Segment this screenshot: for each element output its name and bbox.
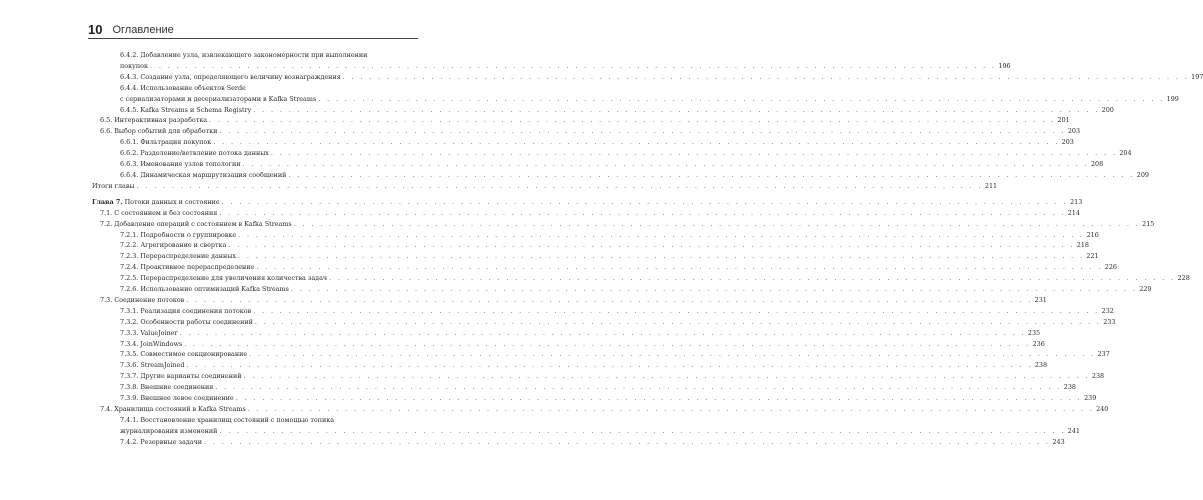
toc-page-number: 203 xyxy=(1061,138,1074,147)
dot-leader: . . . . . . . . . . . . . . . . . . . . . . . . . . . . . . . . . . . . . . . . . . . . . . . . . . . . . . . . . . . . . . . . . . . . . . . . . . . . . . . . . . . . . . . . . . . . . . . . xyxy=(186,361,1033,370)
toc-entry-title: 6.4.3. Создание узла, определяющего величину вознаграждения xyxy=(120,72,341,81)
running-header xyxy=(88,22,418,37)
toc-page-number: 199 xyxy=(1166,94,1179,103)
toc-page-number: 239 xyxy=(1084,394,1097,403)
toc-page-number: 240 xyxy=(1096,405,1109,413)
dot-leader: . . . . . . . . . . . . . . . . . . . . . . . . . . . . . . . . . . . . . . . . . . . . . . . . . . . . . . . . . . . . . . . . . . . . . . . . . . . . . . . . . . . . . . . . . . . . . . . . xyxy=(253,306,1100,315)
dot-leader: . . . . . . . . . . . . . . . . . . . . . . . . . . . . . . . . . . . . . . . . . . . . . . . . . . . . . . . . . . . . . . . . . . . . . . . . . . . . . . . . . . . . . . . . . . . . . . . . xyxy=(215,383,1062,392)
toc-entry-title: 7.2.4. Проактивное перераспределение xyxy=(120,263,255,272)
toc-entry-title: 6.6.4. Динамическая маршрутизация сообщений xyxy=(120,170,287,179)
dot-leader: . . . . . . . . . . . . . . . . . . . . . . . . . . . . . . . . . . . . . . . . . . . . . . . . . . . . . . . . . . . . . . . . . . . . . . . . . . . . . . . . . . . . . . . . . . . . . . . . xyxy=(238,252,1085,261)
toc-entry-title: 6.6. Выбор событий для обработки xyxy=(100,127,218,136)
dot-leader: . . . . . . . . . . . . . . . . . . . . . . . . . . . . . . . . . . . . . . . . . . . . . . . . . . . . . . . . . . . . . . . . . . . . . . . . . . . . . . . . . . . . . . . . . . . . . . . . xyxy=(186,295,1033,304)
dot-leader: . . . . . . . . . . . . . . . . . . . . . . . . . . . . . . . . . . . . . . . . . . . . . . . . . . . . . . . . . . . . . . . . . . . . . . . . . . . . . . . . . . . . . . . . . . . . . . . . xyxy=(149,61,997,70)
toc-entry[interactable] xyxy=(92,126,1081,137)
toc-entry[interactable] xyxy=(92,404,1109,415)
toc-entry[interactable] xyxy=(92,328,1041,339)
toc-entry-title: 6.5. Интерактивная разработка xyxy=(100,116,208,125)
dot-leader: . . . . . . . . . . . . . . . . . . . . . . . . . . . . . . . . . . . . . . . . . . . . . . . . . . . . . . . . . . . . . . . . . . . . . . . . . . . . . . . . . . . . . . . . . . . . . . . . xyxy=(221,197,1069,206)
toc-page-number: 233 xyxy=(1103,317,1116,326)
toc-entry-title: 6.6.3. Именование узлов топологии xyxy=(120,160,241,169)
toc-entry[interactable] xyxy=(92,317,1116,328)
toc-entry[interactable] xyxy=(92,137,1074,148)
toc-entry[interactable] xyxy=(92,306,1114,317)
toc-page-number: 238 xyxy=(1034,361,1048,370)
toc-entry[interactable] xyxy=(92,181,998,192)
toc-page-number: 237 xyxy=(1097,350,1110,359)
toc-page-number: 232 xyxy=(1101,306,1114,315)
toc-page-number: 226 xyxy=(1104,263,1117,272)
toc-page-number: 216 xyxy=(1086,230,1099,239)
toc-page-number: 221 xyxy=(1086,252,1099,261)
toc-page-number: 229 xyxy=(1139,285,1152,294)
toc-entry-title: 7.3. Соединение потоков xyxy=(100,295,185,304)
toc-entry[interactable] xyxy=(92,437,1065,448)
toc-entry-title: 7.1. С состоянием и без состояния xyxy=(100,208,218,217)
dot-leader: . . . . . . . . . . . . . . . . . . . . . . . . . . . . . . . . . . . . . . . . . . . . . . . . . . . . . . . . . . . . . . . . . . . . . . . . . . . . . . . . . . . . . . . . . . . . . . . . xyxy=(318,94,1165,103)
toc-entry-title-line1: 6.4.2. Добавление узла, извлекающего закономерности при выполнении xyxy=(120,51,368,59)
toc-entry-title: 7.3.6. StreamJoined xyxy=(120,361,185,370)
toc-entry-title-line1: 6.4.4. Использование объектов Serde xyxy=(120,83,246,92)
toc-entry[interactable] xyxy=(92,273,1190,284)
toc-entry-title: 7.3.5. Совместимое секционирование xyxy=(120,350,248,359)
toc-entry-title: 7.2.5. Перераспределение для увеличения количества задач xyxy=(120,274,328,283)
toc-entry[interactable] xyxy=(92,219,1155,230)
section-title: Оглавление xyxy=(112,23,174,36)
dot-leader: . . . . . . . . . . . . . . . . . . . . . . . . . . . . . . . . . . . . . . . . . . . . . . . . . . . . . . . . . . . . . . . . . . . . . . . . . . . . . . . . . . . . . . . . . . . . . . . . xyxy=(219,208,1066,217)
toc-page-number: 203 xyxy=(1067,127,1081,136)
dot-leader: . . . . . . . . . . . . . . . . . . . . . . . . . . . . . . . . . . . . . . . . . . . . . . . . . . . . . . . . . . . . . . . . . . . . . . . . . . . . . . . . . . . . . . . . . . . . . . . . xyxy=(204,437,1051,446)
toc-entry[interactable] xyxy=(92,208,1080,219)
dot-leader: . . . . . . . . . . . . . . . . . . . . . . . . . . . . . . . . . . . . . . . . . . . . . . . . . . . . . . . . . . . . . . . . . . . . . . . . . . . . . . . . . . . . . . . . . . . . . . . . xyxy=(235,394,1083,403)
toc-chapter-entry[interactable] xyxy=(92,197,1083,208)
toc-entry[interactable] xyxy=(92,371,1105,382)
dot-leader: . . . . . . . . . . . . . . . . . . . . . . . . . . . . . . . . . . . . . . . . . . . . . . . . . . . . . . . . . . . . . . . . . . . . . . . . . . . . . . . . . . . . . . . . . . . . . . . . xyxy=(256,263,1103,272)
toc-entry-title xyxy=(92,197,220,208)
toc-entry[interactable] xyxy=(92,115,1070,126)
toc-entry-title: 7.3.4. JoinWindows xyxy=(120,339,183,348)
toc-entry[interactable] xyxy=(92,382,1076,393)
toc-entry-title: покупок xyxy=(120,61,148,70)
toc-entry[interactable] xyxy=(92,284,1152,295)
toc-page-number: 209 xyxy=(1136,170,1149,179)
toc-page-number: 241 xyxy=(1067,426,1080,435)
toc-entry-title: 7.2.3. Перераспределение данных xyxy=(120,252,237,261)
toc-entry-title: журналирования изменений xyxy=(120,426,218,435)
toc-entry[interactable] xyxy=(92,349,1110,360)
header-rule xyxy=(88,38,418,39)
dot-leader: . . . . . . . . . . . . . . . . . . . . . . . . . . . . . . . . . . . . . . . . . . . . . . . . . . . . . . . . . . . . . . . . . . . . . . . . . . . . . . . . . . . . . . . . . . . . . . . . xyxy=(213,138,1060,147)
toc-entry-title: 6.6.1. Фильтрация покупок xyxy=(120,138,212,147)
toc-entry[interactable] xyxy=(92,360,1048,371)
dot-leader: . . . . . . . . . . . . . . . . . . . . . . . . . . . . . . . . . . . . . . . . . . . . . . . . . . . . . . . . . . . . . . . . . . . . . . . . . . . . . . . . . . . . . . . . . . . . . . . . xyxy=(290,285,1138,294)
toc-entry-title: с сериализаторами и десериализаторами в Kafka Streams xyxy=(120,94,317,103)
toc-entry-title: 7.2.1. Подробности о группировке xyxy=(120,230,237,239)
toc-page-number: 214 xyxy=(1067,208,1080,217)
toc-entry-title: 7.3.8. Внешние соединения xyxy=(120,383,214,392)
dot-leader: . . . . . . . . . . . . . . . . . . . . . . . . . . . . . . . . . . . . . . . . . . . . . . . . . . . . . . . . . . . . . . . . . . . . . . . . . . . . . . . . . . . . . . . . . . . . . . . . xyxy=(238,230,1085,239)
dot-leader: . . . . . . . . . . . . . . . . . . . . . . . . . . . . . . . . . . . . . . . . . . . . . . . . . . . . . . . . . . . . . . . . . . . . . . . . . . . . . . . . . . . . . . . . . . . . . . . . xyxy=(219,127,1066,136)
toc-entry-title-line1: 7.4.1. Восстановление хранилищ состояний с помощью топика xyxy=(120,415,335,424)
toc-entry[interactable] xyxy=(92,170,1149,181)
toc-entry-title: 6.6.2. Разделение/ветвление потока данных xyxy=(120,149,269,158)
toc-page-number: 200 xyxy=(1101,105,1114,114)
toc-page-number: 235 xyxy=(1027,328,1041,337)
toc-entry-title: 7.2.6. Использование оптимизаций Kafka Streams xyxy=(120,285,289,294)
toc-entry-title: 6.4.5. Kafka Streams и Schema Registry xyxy=(120,105,252,114)
toc-entry[interactable] xyxy=(92,240,1089,251)
dot-leader: . . . . . . . . . . . . . . . . . . . . . . . . . . . . . . . . . . . . . . . . . . . . . . . . . . . . . . . . . . . . . . . . . . . . . . . . . . . . . . . . . . . . . . . . . . . . . . . . xyxy=(219,426,1066,435)
dot-leader: . . . . . . . . . . . . . . . . . . . . . . . . . . . . . . . . . . . . . . . . . . . . . . . . . . . . . . . . . . . . . . . . . . . . . . . . . . . . . . . . . . . . . . . . . . . . . . . . xyxy=(184,339,1031,348)
dot-leader: . . . . . . . . . . . . . . . . . . . . . . . . . . . . . . . . . . . . . . . . . . . . . . . . . . . . . . . . . . . . . . . . . . . . . . . . . . . . . . . . . . . . . . . . . . . . . . . . xyxy=(136,181,983,190)
toc-page-number: 204 xyxy=(1119,149,1132,158)
dot-leader: . . . . . . . . . . . . . . . . . . . . . . . . . . . . . . . . . . . . . . . . . . . . . . . . . . . . . . . . . . . . . . . . . . . . . . . . . . . . . . . . . . . . . . . . . . . . . . . . xyxy=(270,149,1118,158)
toc-entry[interactable] xyxy=(92,230,1099,241)
dot-leader: . . . . . . . . . . . . . . . . . . . . . . . . . . . . . . . . . . . . . . . . . . . . . . . . . . . . . . . . . . . . . . . . . . . . . . . . . . . . . . . . . . . . . . . . . . . . . . . . xyxy=(288,170,1135,179)
toc-page-number: 201 xyxy=(1057,116,1070,125)
toc-page-number: 236 xyxy=(1032,339,1045,348)
toc-entry-title: 7.4. Хранилища состояний в Kafka Streams xyxy=(100,405,246,413)
dot-leader: . . . . . . . . . . . . . . . . . . . . . . . . . . . . . . . . . . . . . . . . . . . . . . . . . . . . . . . . . . . . . . . . . . . . . . . . . . . . . . . . . . . . . . . . . . . . . . . . xyxy=(228,241,1075,250)
toc-entry-title: 7.3.9. Внешнее левое соединение xyxy=(120,394,234,403)
toc-page-number: 208 xyxy=(1090,160,1104,169)
dot-leader: . . . . . . . . . . . . . . . . . . . . . . . . . . . . . . . . . . . . . . . . . . . . . . . . . . . . . . . . . . . . . . . . . . . . . . . . . . . . . . . . . . . . . . . . . . . . . . . . xyxy=(247,405,1095,413)
toc-entry[interactable] xyxy=(92,72,1203,83)
toc-entry[interactable] xyxy=(92,83,1179,105)
table-of-contents xyxy=(92,50,1203,448)
dot-leader: . . . . . . . . . . . . . . . . . . . . . . . . . . . . . . . . . . . . . . . . . . . . . . . . . . . . . . . . . . . . . . . . . . . . . . . . . . . . . . . . . . . . . . . . . . . . . . . . xyxy=(179,328,1026,337)
toc-entry[interactable] xyxy=(92,105,1114,116)
toc-entry[interactable] xyxy=(92,50,1011,72)
dot-leader: . . . . . . . . . . . . . . . . . . . . . . . . . . . . . . . . . . . . . . . . . . . . . . . . . . . . . . . . . . . . . . . . . . . . . . . . . . . . . . . . . . . . . . . . . . . . . . . . xyxy=(242,160,1089,169)
toc-entry[interactable] xyxy=(92,393,1097,404)
toc-entry-title: 7.2. Добавление операций с состоянием в Kafka Streams xyxy=(100,219,292,228)
dot-leader: . . . . . . . . . . . . . . . . . . . . . . . . . . . . . . . . . . . . . . . . . . . . . . . . . . . . . . . . . . . . . . . . . . . . . . . . . . . . . . . . . . . . . . . . . . . . . . . . xyxy=(329,274,1176,283)
toc-page-number: 196 xyxy=(998,61,1011,70)
page-number: 10 xyxy=(88,22,103,37)
chapter-title: Потоки данных и состояние xyxy=(122,197,220,206)
dot-leader: . . . . . . . . . . . . . . . . . . . . . . . . . . . . . . . . . . . . . . . . . . . . . . . . . . . . . . . . . . . . . . . . . . . . . . . . . . . . . . . . . . . . . . . . . . . . . . . . xyxy=(253,105,1100,114)
dot-leader: . . . . . . . . . . . . . . . . . . . . . . . . . . . . . . . . . . . . . . . . . . . . . . . . . . . . . . . . . . . . . . . . . . . . . . . . . . . . . . . . . . . . . . . . . . . . . . . . xyxy=(342,72,1190,81)
toc-entry[interactable] xyxy=(92,295,1047,306)
toc-entry-title: 7.3.2. Особенности работы соединений xyxy=(120,317,253,326)
toc-page-number: 238 xyxy=(1063,383,1076,392)
toc-entry-title: 7.3.1. Реализация соединения потоков xyxy=(120,306,252,315)
toc-entry-title: 7.4.2. Резервные задачи xyxy=(120,437,203,446)
toc-entry-title: 7.2.2. Агрегирование и свертка xyxy=(120,241,227,250)
toc-page-number: 197 xyxy=(1191,72,1203,81)
dot-leader: . . . . . . . . . . . . . . . . . . . . . . . . . . . . . . . . . . . . . . . . . . . . . . . . . . . . . . . . . . . . . . . . . . . . . . . . . . . . . . . . . . . . . . . . . . . . . . . . xyxy=(249,350,1096,359)
dot-leader: . . . . . . . . . . . . . . . . . . . . . . . . . . . . . . . . . . . . . . . . . . . . . . . . . . . . . . . . . . . . . . . . . . . . . . . . . . . . . . . . . . . . . . . . . . . . . . . . xyxy=(243,372,1090,381)
toc-page-number: 238 xyxy=(1091,372,1105,381)
toc-entry-title: Итоги главы xyxy=(92,181,135,190)
toc-page-number: 228 xyxy=(1177,274,1190,283)
dot-leader: . . . . . . . . . . . . . . . . . . . . . . . . . . . . . . . . . . . . . . . . . . . . . . . . . . . . . . . . . . . . . . . . . . . . . . . . . . . . . . . . . . . . . . . . . . . . . . . . xyxy=(254,317,1102,326)
toc-entry[interactable] xyxy=(92,159,1104,170)
toc-page-number: 243 xyxy=(1052,437,1065,446)
toc-entry[interactable] xyxy=(92,251,1099,262)
dot-leader: . . . . . . . . . . . . . . . . . . . . . . . . . . . . . . . . . . . . . . . . . . . . . . . . . . . . . . . . . . . . . . . . . . . . . . . . . . . . . . . . . . . . . . . . . . . . . . . . xyxy=(209,116,1056,125)
toc-page-number: 231 xyxy=(1034,295,1047,304)
toc-page-number: 211 xyxy=(984,181,998,190)
toc-entry[interactable] xyxy=(92,415,1080,437)
toc-entry-title: 7.3.7. Другие варианты соединений xyxy=(120,372,242,381)
toc-page-number: 218 xyxy=(1076,241,1089,250)
toc-entry[interactable] xyxy=(92,148,1132,159)
toc-entry[interactable] xyxy=(92,262,1117,273)
toc-page-number: 213 xyxy=(1070,197,1083,206)
toc-entry[interactable] xyxy=(92,339,1045,350)
toc-page-number: 215 xyxy=(1142,219,1155,228)
toc-entry-title: 7.3.3. ValueJoiner xyxy=(120,328,178,337)
dot-leader: . . . . . . . . . . . . . . . . . . . . . . . . . . . . . . . . . . . . . . . . . . . . . . . . . . . . . . . . . . . . . . . . . . . . . . . . . . . . . . . . . . . . . . . . . . . . . . . . xyxy=(293,219,1141,228)
chapter-label: Глава 7. xyxy=(92,197,123,206)
